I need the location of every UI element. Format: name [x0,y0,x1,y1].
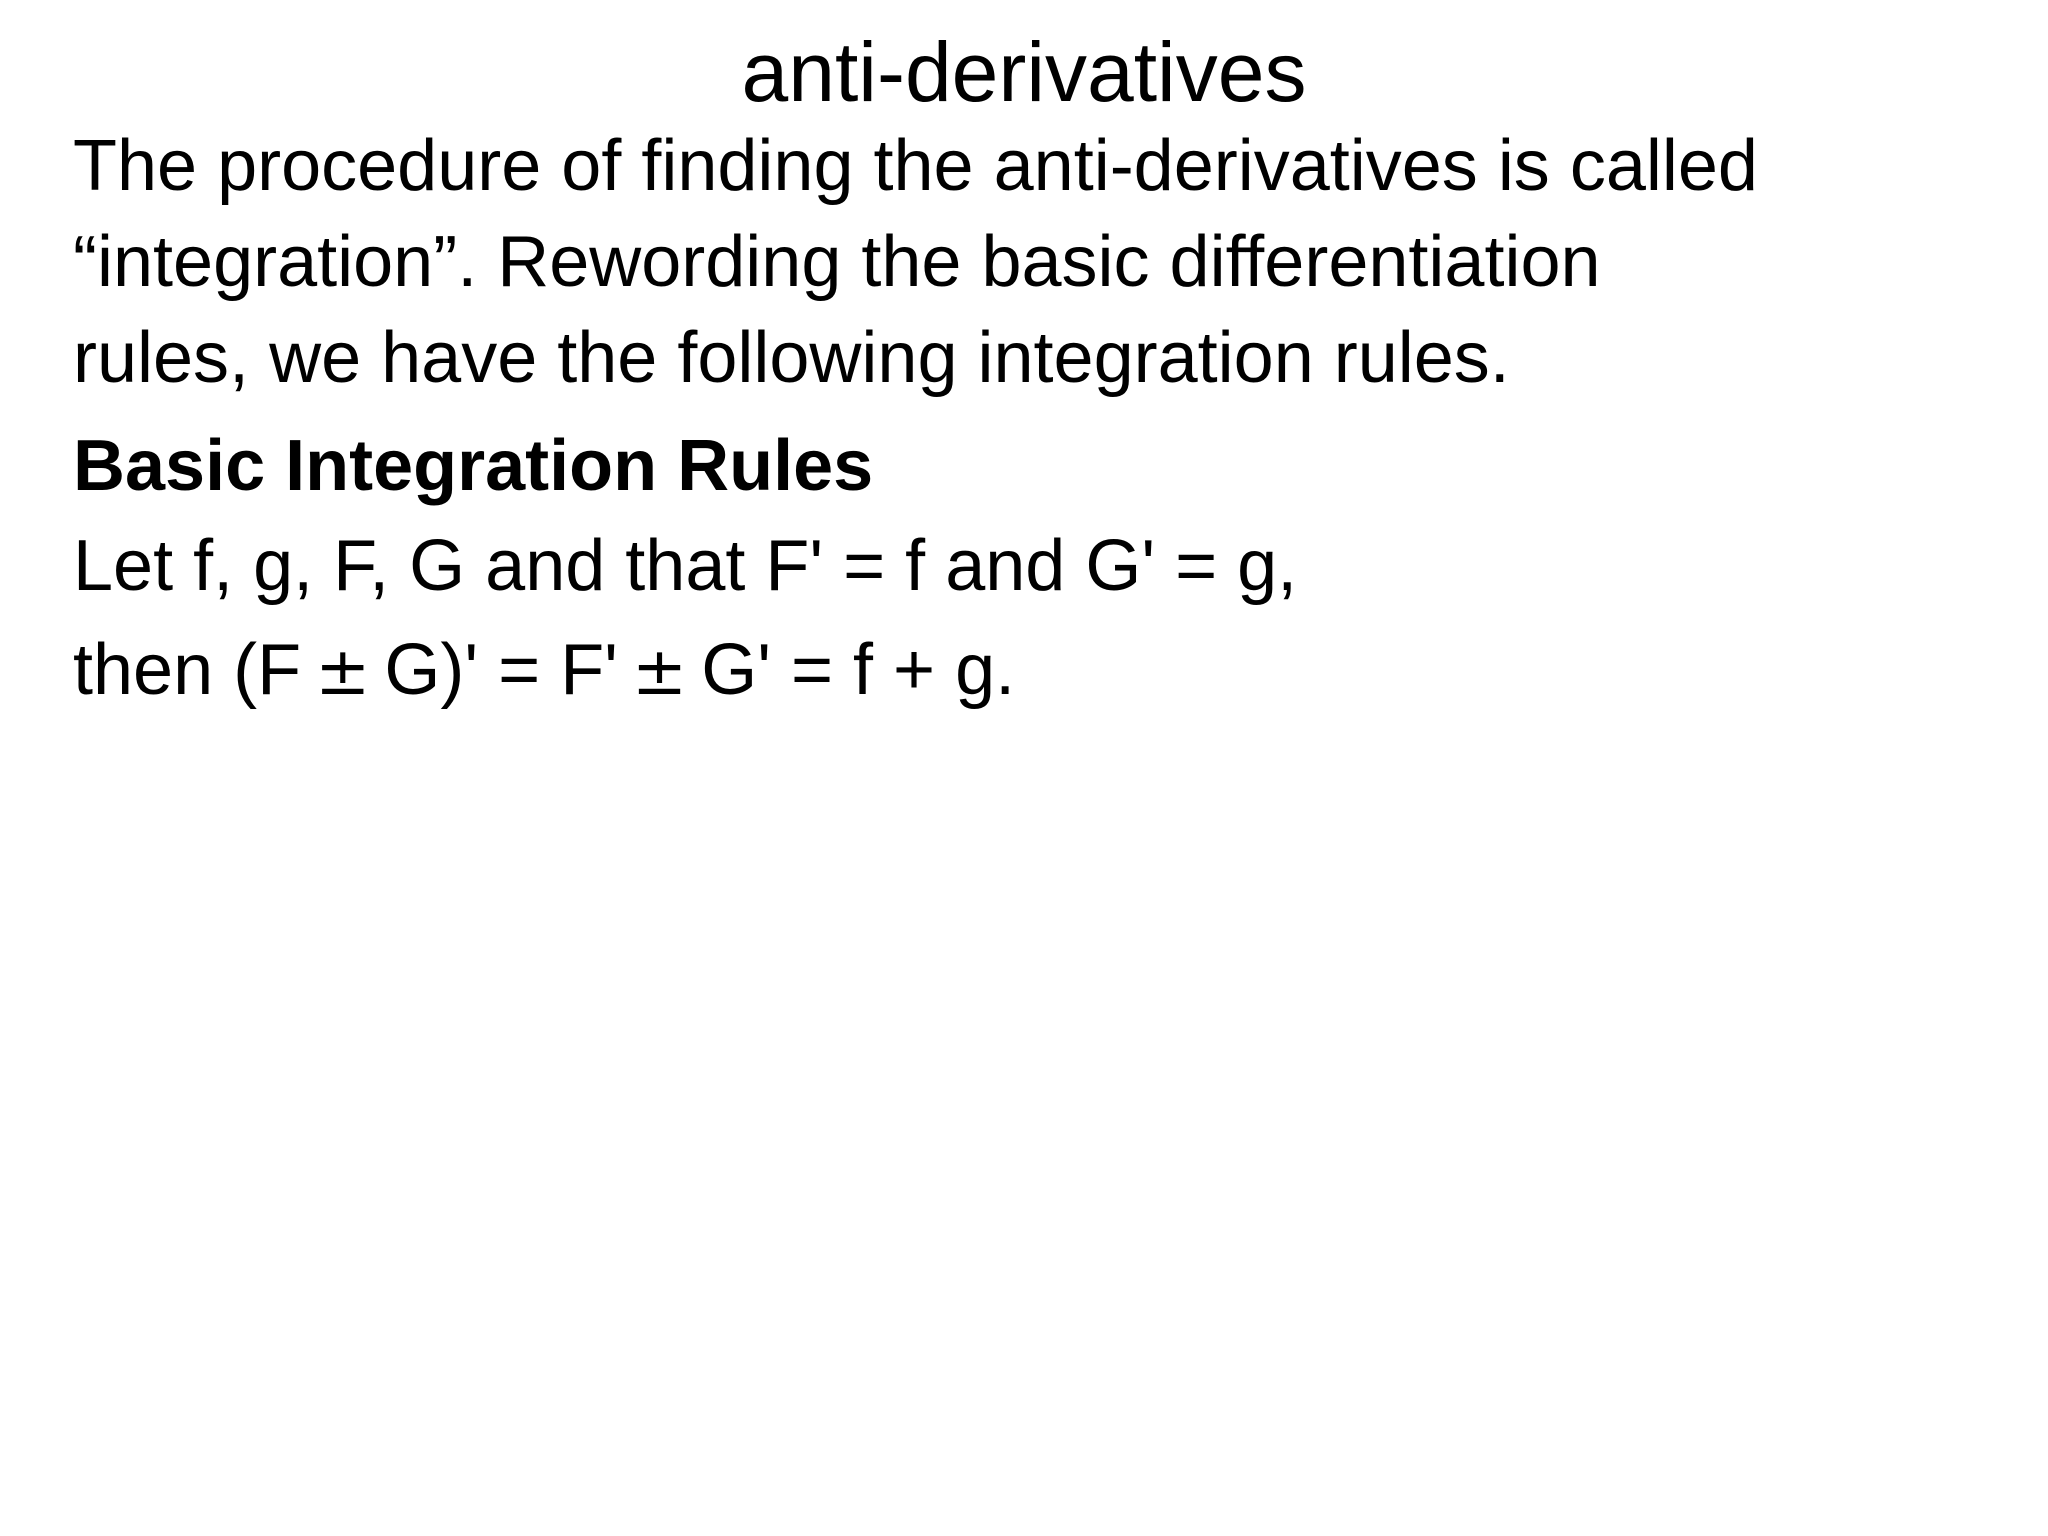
section-heading: Basic Integration Rules [73,426,874,506]
then-part-1: then (F [73,630,302,710]
intro-line-2: “integration”. Rewording the basic differentiation [73,222,1601,302]
plus-minus-symbol-1: ± [315,633,371,710]
then-part-3: G' = f + g. [701,630,1016,710]
intro-line-3: rules, we have the following integration rules. [73,318,1510,398]
then-part-2: G)' = F' [384,630,618,710]
intro-paragraph [73,118,2013,406]
let-statement: Let f, g, F, G and that F' = f and G' = g, [73,526,1298,606]
slide-title: anti-derivatives [741,25,1307,119]
intro-line-1: The procedure of finding the anti-derivatives is called [73,126,1758,206]
then-statement [73,622,1015,720]
plus-minus-symbol-2: ± [631,633,688,710]
